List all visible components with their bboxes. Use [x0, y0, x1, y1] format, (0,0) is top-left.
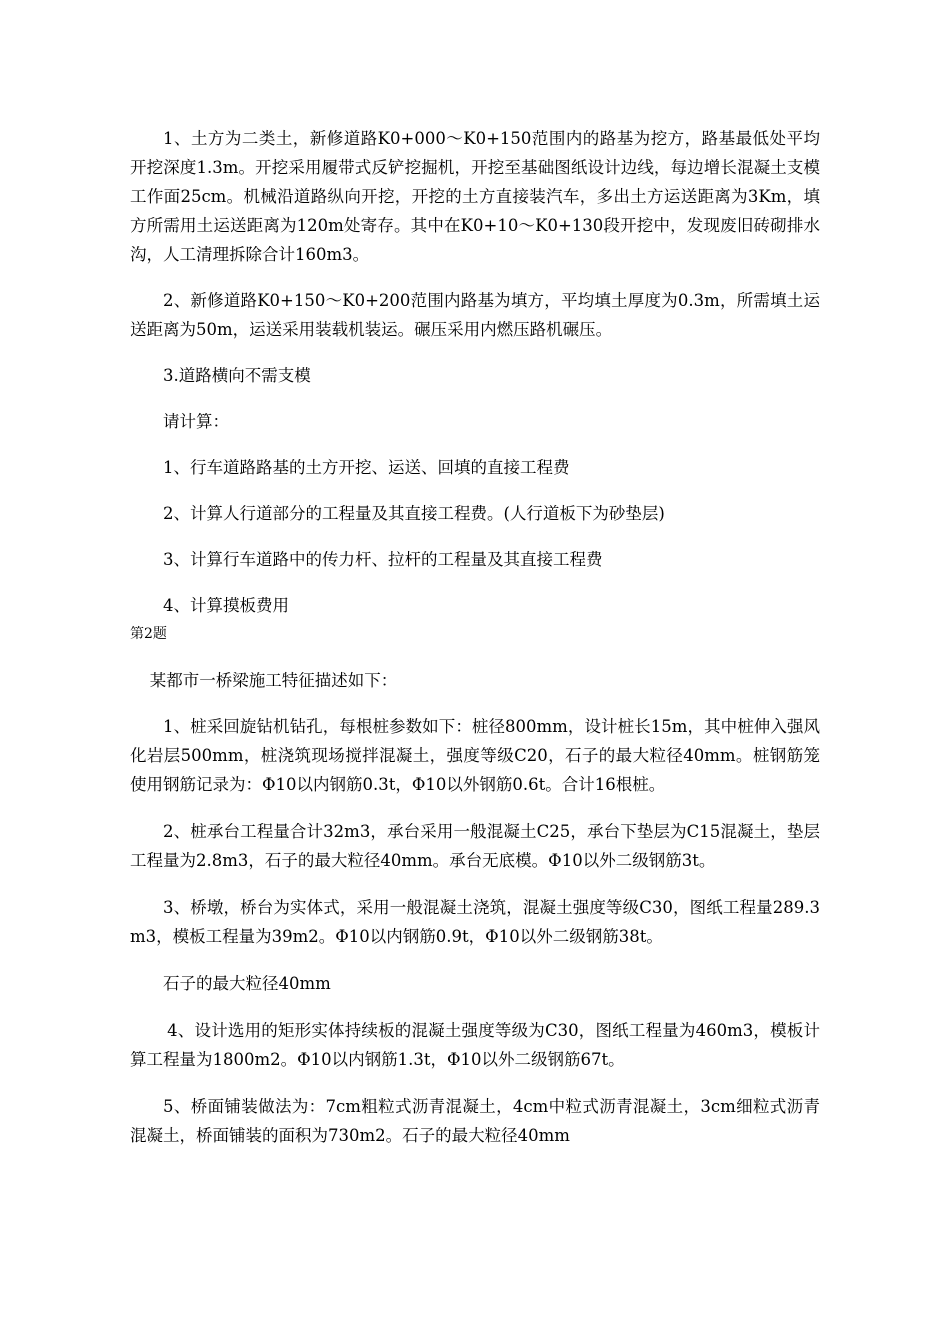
paragraph-bridge-slab: 4、设计选用的矩形实体持续板的混凝土强度等级为C30，图纸工程量为460m3，模板计算工程量为1800m2。Φ10以内钢筋1.3t，Φ10以外二级钢筋67t。 [130, 1021, 820, 1069]
paragraph-no-formwork: 3.道路横向不需支模 [163, 366, 311, 385]
paragraph-question-3: 3、计算行车道路中的传力杆、拉杆的工程量及其直接工程费 [163, 550, 603, 569]
document-page [130, 124, 820, 1150]
paragraph-earthwork-cut: 1、土方为二类土，新修道路K0+000～K0+150范围内的路基为挖方，路基最低处平均开挖深度1.3m。开挖采用履带式反铲挖掘机，开挖至基础图纸设计边线，每边增长混凝土支模工作面25cm。机械沿道路纵向开挖，开挖的土方直接装汽车，多出土方运送距离为3Km，填方所需用土运送距离为120m处寄存。其中在K0+10～K0+130段开挖中，发现废旧砖砌排水沟，人工清理拆除合计160m3。 [130, 129, 820, 264]
paragraph-aggregate-size: 石子的最大粒径40mm [163, 974, 331, 993]
paragraph-question-2: 2、计算人行道部分的工程量及其直接工程费。(人行道板下为砂垫层) [163, 504, 665, 523]
paragraph-bridge-piers: 3、桥墩，桥台为实体式，采用一般混凝土浇筑，混凝土强度等级C30，图纸工程量289.3m3，模板工程量为39m2。Φ10以内钢筋0.9t，Φ10以外二级钢筋38t。 [130, 898, 820, 946]
paragraph-please-calculate: 请计算： [163, 412, 229, 431]
paragraph-bridge-intro: 某都市一桥梁施工特征描述如下： [149, 671, 398, 690]
paragraph-question-4: 4、计算摸板费用 [163, 596, 289, 615]
paragraph-bridge-deck-paving: 5、桥面铺装做法为：7cm粗粒式沥青混凝土，4cm中粒式沥青混凝土，3cm细粒式沥青混凝土，桥面铺装的面积为730m2。石子的最大粒径40mm [130, 1097, 820, 1145]
paragraph-bridge-piles: 1、桩采回旋钻机钻孔，每根桩参数如下：桩径800mm，设计桩长15m，其中桩伸入强风化岩层500mm，桩浇筑现场搅拌混凝土，强度等级C20，石子的最大粒径40mm。桩钢筋笼使用钢筋记录为：Φ10以内钢筋0.3t，Φ10以外钢筋0.6t。合计16根桩。 [130, 717, 820, 794]
paragraph-earthwork-fill: 2、新修道路K0+150～K0+200范围内路基为填方，平均填土厚度为0.3m，所需填土运送距离为50m，运送采用装载机装运。碾压采用内燃压路机碾压。 [130, 291, 820, 339]
section-heading-question-2: 第2题 [130, 626, 167, 642]
paragraph-bridge-pile-cap: 2、桩承台工程量合计32m3，承台采用一般混凝土C25，承台下垫层为C15混凝土，垫层工程量为2.8m3，石子的最大粒径40mm。承台无底模。Φ10以外二级钢筋3t。 [130, 822, 820, 870]
paragraph-question-1: 1、行车道路路基的土方开挖、运送、回填的直接工程费 [163, 458, 570, 477]
